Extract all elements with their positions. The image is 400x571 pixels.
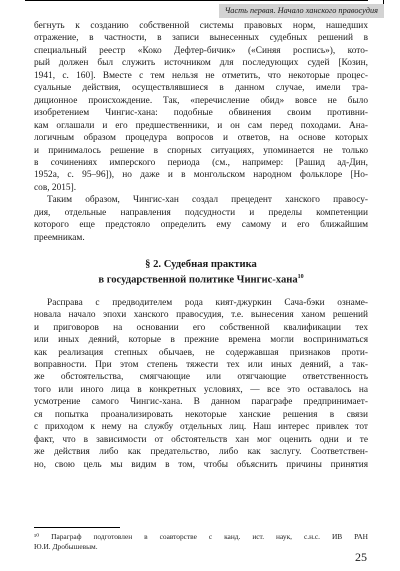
text-line: Расправа с предводителем рода кият-джуркин Сача-бэки ознаме- (47, 297, 368, 308)
text-line: и приговоров на основании его собственной квалификации тех (34, 322, 368, 333)
section-title-text: в государственной политике Чингис-хана (98, 274, 298, 286)
header-rule (25, 0, 368, 1)
text-line: 1952a, с. 95–96]), но даже и в монгольском народном фольклоре [Но- (34, 170, 368, 181)
text-line: которого еще предстояло определить ему самому и его ближайшим (34, 220, 368, 231)
text-line: 1941, с. 160]. Вместе с тем нельзя не отметить, что некоторые процес- (34, 70, 368, 81)
text-line: Таким образом, Чингис-хан создал прецедент ханского правосу- (47, 195, 368, 206)
text-line: рый должен был служить источником для последующих судей [Козин, (34, 58, 368, 69)
footnote-line-2: Ю.И. Дробышевым. (34, 541, 98, 551)
text-line: воправности. При этом степень тяжести тех или иных деяний, а так- (34, 359, 368, 370)
section-title-line-2 (34, 271, 368, 287)
text-line: изобретением Чингис-хана: подобные обвинения своим противни- (34, 108, 368, 119)
text-line: же действия либо как предательство, либо как заслугу. Соответствен- (34, 447, 368, 458)
text-line: усмотрение самого Чингис-хана. В данном параграфе предпринимает- (34, 397, 368, 408)
text-line: суальные действия, осуществлявшиеся в данном случае, имели тра- (34, 83, 368, 94)
page-number: 25 (355, 550, 367, 564)
section-title (34, 258, 368, 287)
section-title-line-1: § 2. Судебная практика (145, 259, 257, 271)
text-line: же обстоятельства, смягчающие или отягчающие ответственность (34, 372, 368, 383)
text-line: кам оглашали и его предшественники, и он сам перед походами. Ана- (34, 120, 368, 131)
footnote-rule (34, 527, 120, 528)
text-line: сов, 2015]. (34, 182, 77, 193)
text-line: как реализация степных обычаев, не содержавшая признаков проти- (34, 347, 368, 358)
text-line: преемникам. (34, 232, 85, 243)
running-head: Часть первая. Начало ханского правосудия (219, 4, 384, 18)
text-line: в сочинениях имперского периода (см., например: [Рашид ад-Дин, (34, 157, 368, 168)
footnote-reference[interactable]: 10 (297, 274, 304, 281)
text-line: с приходом к нему на службу отдельных лиц. Наш интерес привлек тот (34, 422, 368, 433)
text-line: логичным образом процедура вопросов и ответов, на основе которых (34, 133, 368, 144)
text-line: того или иного лица в конкретных условиях, — все это оставалось на (34, 384, 368, 395)
text-line: дия, отдельные направления подсудности и пределы компетенции (34, 207, 368, 218)
text-line: и принималось решение в спорных ситуациях, упоминается не только (34, 145, 368, 156)
text-line: бегнуть к созданию собственной системы правовых норм, нашедших (34, 21, 368, 31)
footnote-line-1: ¹⁰ Параграф подготовлен в соавторстве с канд. ист. наук, с.н.с. ИВ РАН (34, 532, 368, 541)
text-line: диционное происхождение. Так, «перечисление обид» вовсе не было (34, 95, 368, 106)
text-line: но, свою цель мы видим в том, чтобы объяснить причины принятия (34, 459, 368, 470)
text-line: факт, что в зависимости от обстоятельств хан мог оценить одни и те (34, 434, 368, 445)
text-line: новала начало эпохи ханского правосудия, т.е. вынесения ханом решений (34, 310, 368, 321)
paragraph-3 (34, 297, 368, 471)
paragraph-1 (34, 20, 368, 194)
text-line: ся попытка проанализировать некоторые ханские решения в связи (34, 409, 368, 420)
text-line: отражение, в частности, в записи вынесенных судебных решений в (34, 33, 368, 44)
footnote (34, 532, 368, 551)
text-line: специальный реестр «Коко Дефтер-бичик» («Синяя роспись»), кото- (34, 45, 368, 56)
text-line: или иных деяний, которые в прежние времена могли восприниматься (34, 335, 368, 346)
page-body (34, 20, 368, 471)
paragraph-2 (34, 194, 368, 244)
